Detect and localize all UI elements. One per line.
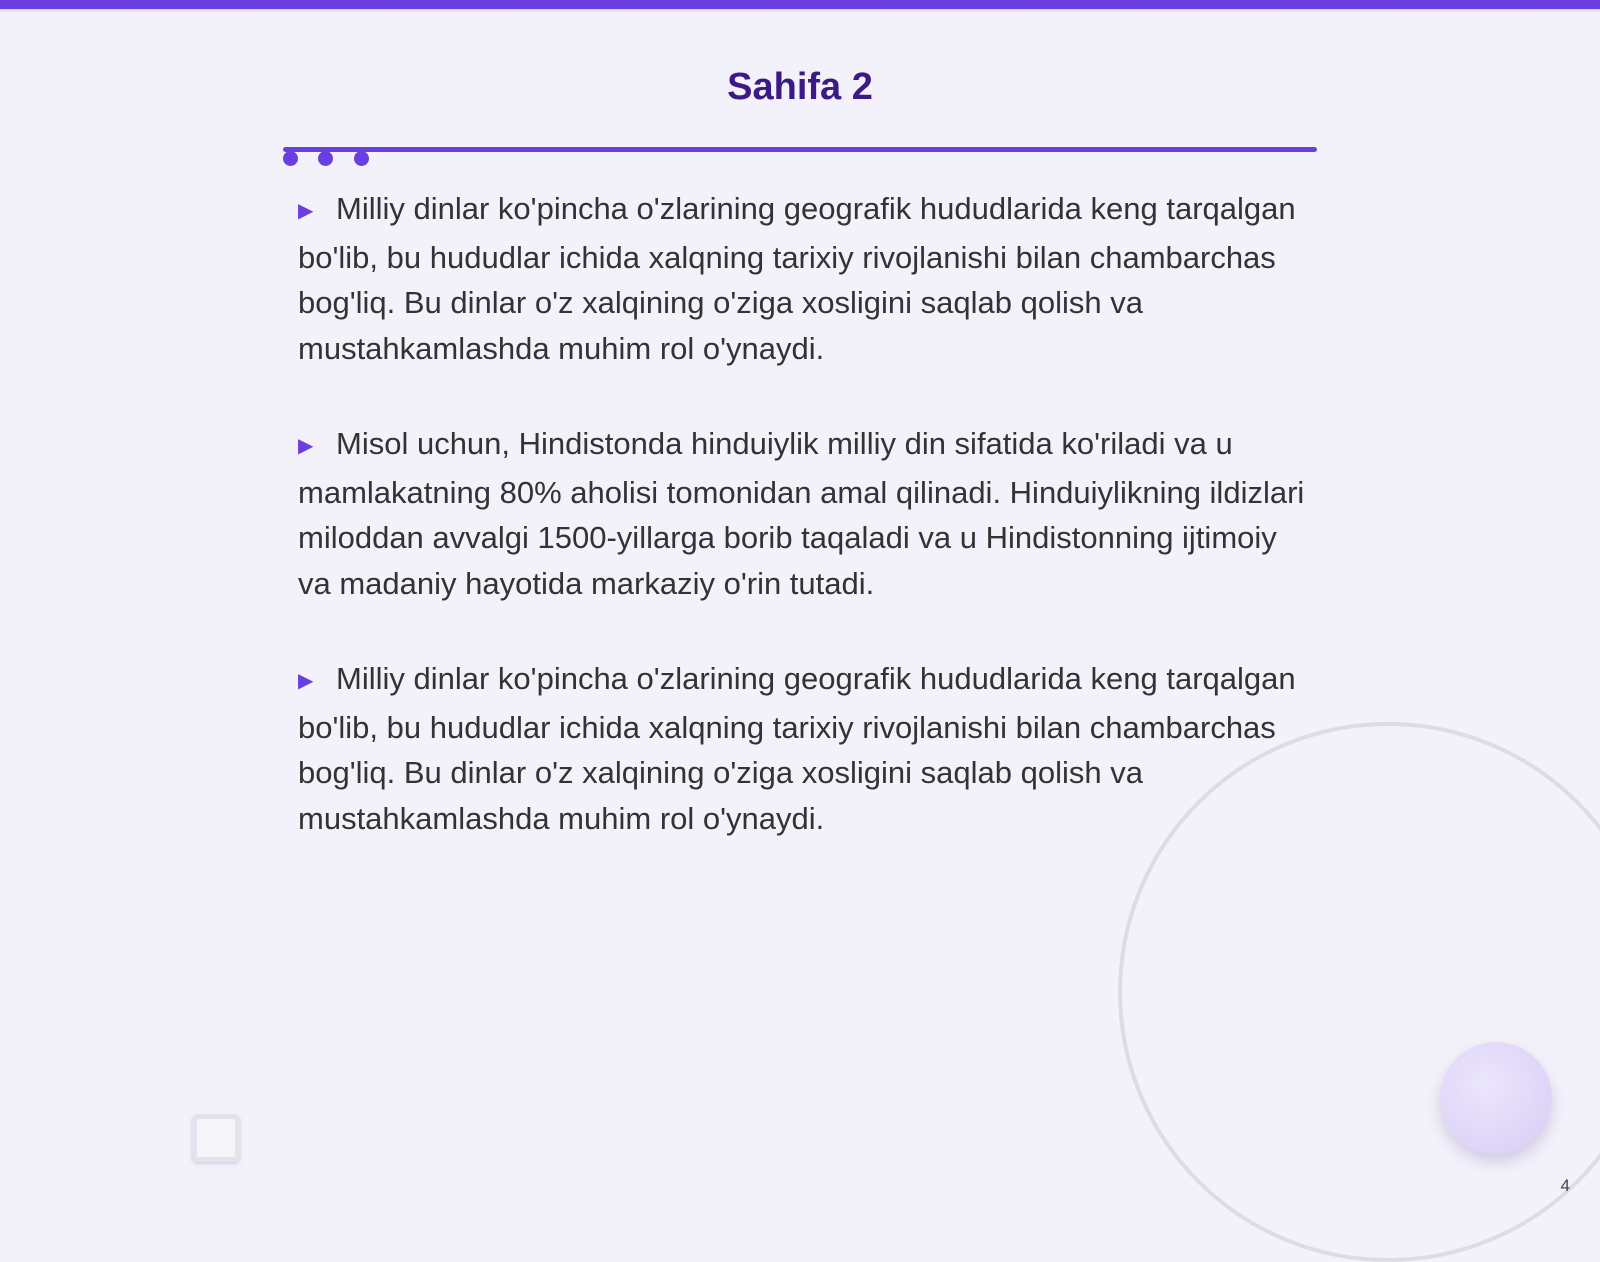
slide-content xyxy=(298,186,1308,891)
title-underline xyxy=(283,147,1317,152)
paragraph-text: Milliy dinlar ko'pincha o'zlarining geografik hududlarida keng tarqalgan bo'lib, bu hududlar ichida xalqning tarixiy rivojlanishi bilan chambarchas bog'liq. Bu dinlar o'z xalqining o'ziga xosligini saqlab qolish va mustahkamlashda muhim rol o'ynaydi. xyxy=(298,191,1296,366)
paragraph-text: Misol uchun, Hindistonda hinduiylik milliy din sifatida ko'riladi va u mamlakatning 80% aholisi tomonidan amal qilinadi. Hinduiylikning ildizlari miloddan avvalgi 1500-yillarga borib taqaladi va u Hindistonning ijtimoiy va madaniy hayotida markaziy o'rin tutadi. xyxy=(298,426,1305,601)
top-bar-shadow xyxy=(0,9,1600,13)
decorative-dot xyxy=(318,151,333,166)
slide-title: Sahifa 2 xyxy=(727,66,873,108)
bullet-paragraph xyxy=(298,656,1308,841)
page-number: 4 xyxy=(1560,1176,1570,1195)
decorative-dot xyxy=(354,151,369,166)
decorative-sphere xyxy=(1440,1042,1552,1154)
top-accent-bar xyxy=(0,0,1600,9)
triangle-right-icon: ▶ xyxy=(298,670,314,692)
triangle-right-icon: ▶ xyxy=(298,435,314,457)
decorative-square xyxy=(192,1114,240,1162)
bullet-paragraph xyxy=(298,421,1308,606)
paragraph-text: Milliy dinlar ko'pincha o'zlarining geografik hududlarida keng tarqalgan bo'lib, bu hududlar ichida xalqning tarixiy rivojlanishi bilan chambarchas bog'liq. Bu dinlar o'z xalqining o'ziga xosligini saqlab qolish va mustahkamlashda muhim rol o'ynaydi. xyxy=(298,661,1296,836)
bullet-paragraph xyxy=(298,186,1308,371)
decorative-dot xyxy=(283,151,298,166)
triangle-right-icon: ▶ xyxy=(298,200,314,222)
